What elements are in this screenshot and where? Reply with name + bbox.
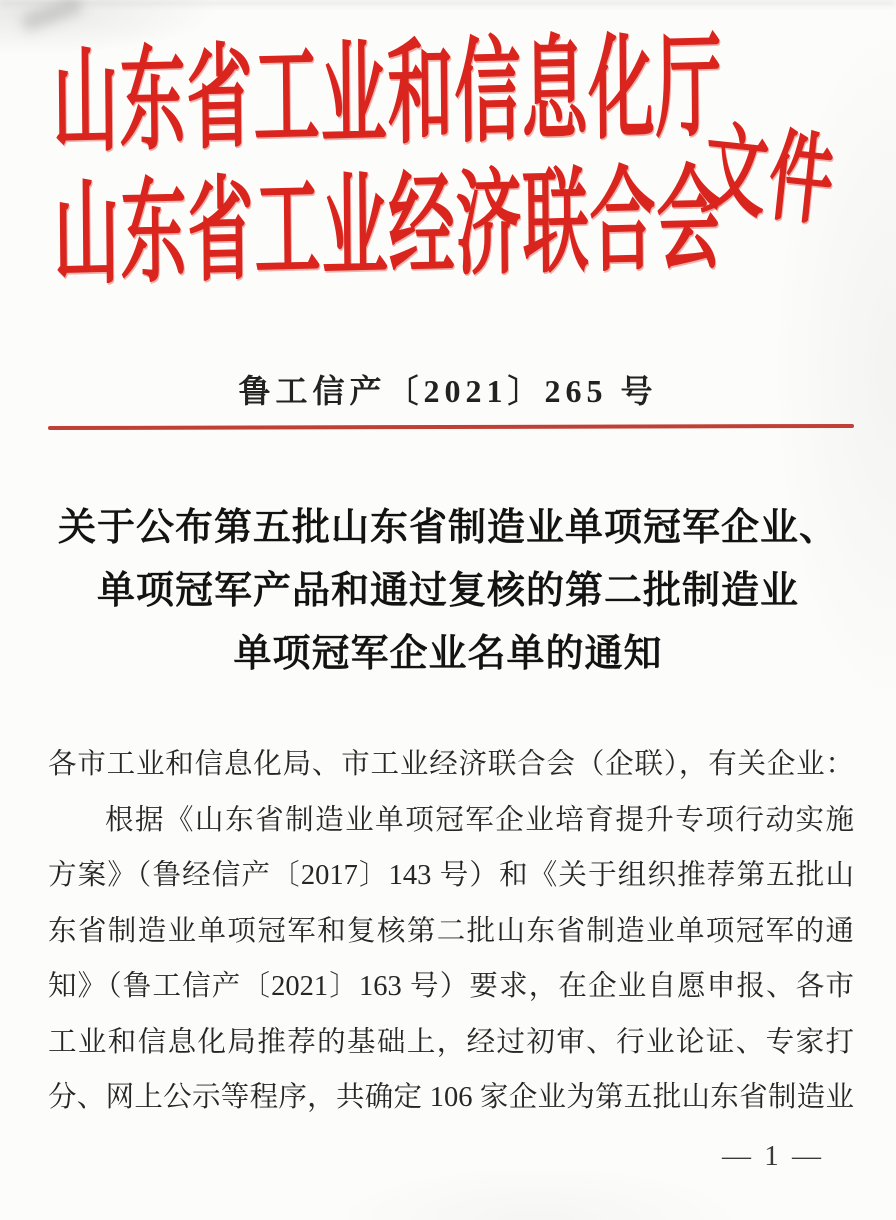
body-text	[48, 737, 854, 1126]
red-divider-line	[48, 424, 854, 430]
title-line-3: 单项冠军企业名单的通知	[233, 633, 663, 675]
salutation-line: 各市工业和信息化局、市工业经济联合会（企联），有关企业：	[48, 749, 854, 780]
body-line: 工业和信息化局推荐的基础上，经过初审、行业论证、专家打	[48, 1026, 854, 1058]
document-letterhead	[52, 25, 852, 306]
title-line-1: 关于公布第五批山东省制造业单项冠军企业、	[57, 507, 838, 549]
body-line: 分、网上公示等程序，共确定 106 家企业为第五批山东省制造业	[48, 1082, 854, 1113]
body-line: 根据《山东省制造业单项冠军企业培育提升专项行动实施	[105, 804, 854, 836]
org-name-line-1: 山东省工业和信息化厅	[52, 25, 723, 167]
document-reference-number: 鲁工信产〔2021〕265 号	[238, 373, 658, 409]
document-type-label: 文件	[697, 114, 841, 238]
document-title	[0, 497, 896, 686]
title-line-2: 单项冠军产品和通过复核的第二批制造业	[96, 570, 799, 612]
org-name-line-2: 山东省工业经济联合会	[53, 157, 725, 300]
scan-smudge	[0, 0, 896, 6]
body-line: 知》（鲁工信产〔2021〕163 号）要求，在企业自愿申报、各市	[48, 971, 854, 1002]
body-line: 方案》（鲁经信产〔2017〕143 号）和《关于组织推荐第五批山	[48, 860, 854, 891]
page-number: — 1 —	[722, 1140, 824, 1172]
issuing-org-names	[52, 22, 724, 303]
body-line: 东省制造业单项冠军和复核第二批山东省制造业单项冠军的通	[48, 915, 854, 947]
